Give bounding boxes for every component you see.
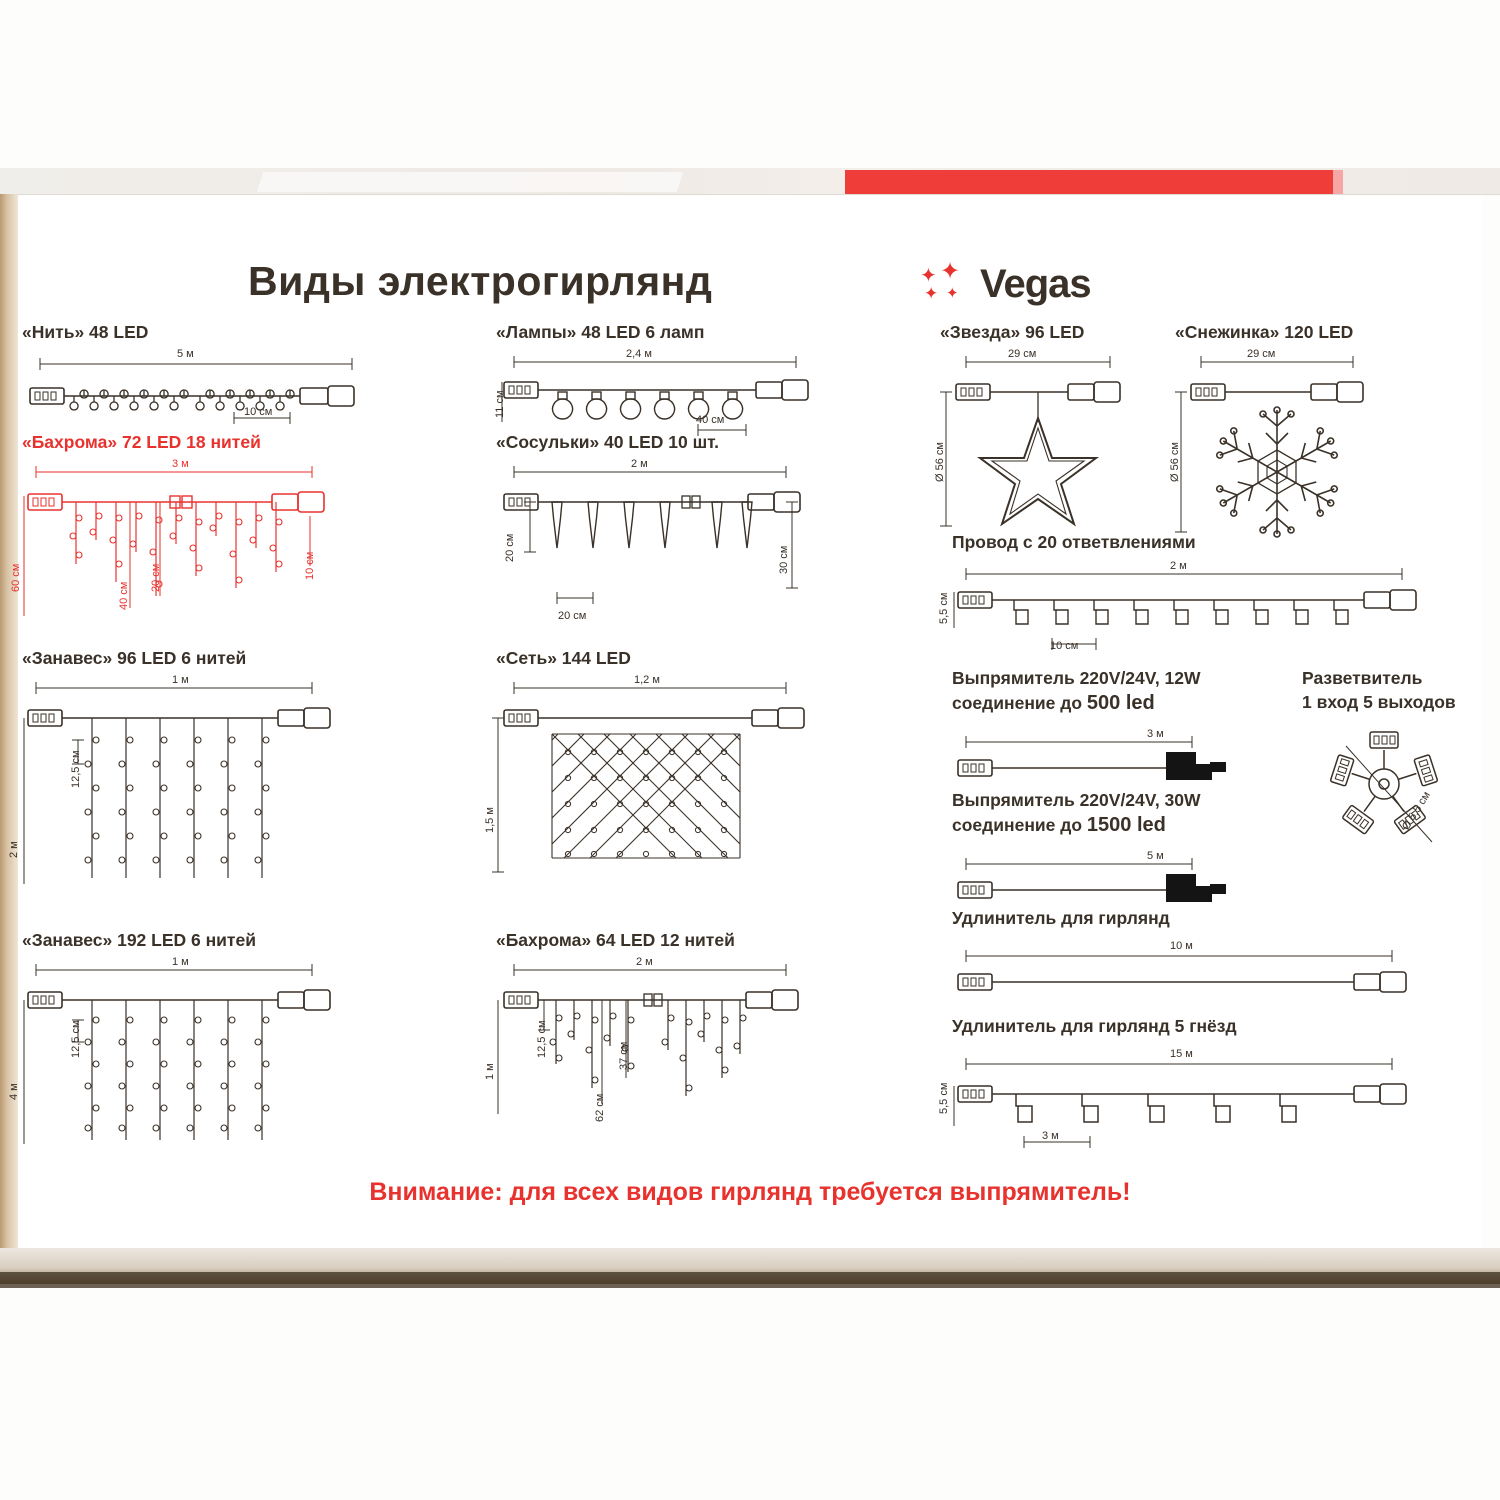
dim-height: 20 см [504, 533, 516, 562]
dim-step: 40 см [696, 414, 725, 426]
item-caption: Удлинитель для гирлянд 5 гнёзд [952, 1016, 1237, 1036]
dim-diameter: Ø 56 см [1169, 442, 1181, 482]
dim-height2: 30 см [778, 545, 790, 574]
dim-height: 1 м [484, 1063, 496, 1080]
dim-height: 2 м [8, 841, 20, 858]
item-caption-line1: Выпрямитель 220V/24V, 30W [952, 790, 1201, 810]
dim-height: 60 см [10, 563, 22, 592]
dim-length: 1 м [172, 674, 189, 686]
dim-length: 3 м [172, 458, 189, 470]
dim-length: 2 м [636, 956, 653, 968]
dim-diameter: Ø 56 см [934, 442, 946, 482]
item-caption: «Лампы» 48 LED 6 ламп [496, 322, 705, 342]
item-provod-20 [938, 532, 1196, 652]
page-title: Виды электрогирлянд [248, 258, 713, 304]
dim-d1: 40 см [118, 581, 130, 610]
brand-logo [920, 257, 1091, 307]
dim-length: 2,4 м [626, 348, 652, 360]
dim-length: 2 м [1170, 560, 1187, 572]
item-caption-line1: Разветвитель [1302, 668, 1423, 688]
dim-step: 3 м [1042, 1130, 1059, 1142]
item-snezhinka-120 [1169, 322, 1354, 482]
dim-d1: 12,5 см [536, 1020, 548, 1058]
item-caption: Провод с 20 ответвлениями [952, 532, 1196, 552]
caption-strong: 1500 led [1086, 814, 1166, 836]
dim-length: 29 см [1247, 348, 1276, 360]
item-caption-line2 [952, 814, 1166, 837]
dim-step: 20 см [558, 610, 587, 622]
item-caption: «Сосульки» 40 LED 10 шт. [496, 432, 720, 452]
item-zvezda-96 [934, 322, 1085, 482]
item-sosulki-40 [496, 432, 790, 622]
dim-length: 15 м [1170, 1048, 1193, 1060]
box-bottom-shadow [0, 1272, 1500, 1288]
item-caption-line2: 1 вход 5 выходов [1302, 692, 1456, 712]
dim-step: 10 см [244, 406, 273, 418]
item-caption: «Занавес» 192 LED 6 нитей [22, 930, 256, 950]
dim-step: 10 см [1050, 640, 1079, 652]
caption-prefix: соединение до [952, 693, 1087, 713]
dim-length: 1,2 м [634, 674, 660, 686]
item-zanaves-192 [8, 930, 256, 1100]
item-caption: «Бахрома» 72 LED 18 нитей [22, 432, 261, 452]
dim-height: 11 см [494, 390, 506, 418]
dim-length: 2 м [631, 458, 648, 470]
item-nit-48 [22, 322, 273, 418]
dim-diameter: Ø 5,5 см [1400, 789, 1433, 833]
dim-step: 12,5 см [70, 750, 82, 788]
item-caption: «Занавес» 96 LED 6 нитей [22, 648, 247, 668]
caption-prefix: соединение до [952, 815, 1087, 835]
dim-height: 4 м [8, 1083, 20, 1100]
dim-length: 5 м [1147, 850, 1164, 862]
box-red-stripe [845, 170, 1335, 194]
dim-step: 12,5 см [70, 1020, 82, 1058]
item-lampy-48 [494, 322, 725, 426]
item-zanaves-96 [8, 648, 247, 858]
dim-d3: 62 см [594, 1093, 606, 1122]
dim-height: 5,5 см [938, 592, 950, 624]
warning-text: Внимание: для всех видов гирлянд требуется выпрямитель! [369, 1178, 1131, 1206]
dim-length: 10 м [1170, 940, 1193, 952]
item-bahroma-64 [484, 930, 735, 1122]
item-caption-line1: Выпрямитель 220V/24V, 12W [952, 668, 1201, 688]
dim-height: 5,5 см [938, 1082, 950, 1114]
dim-length: 29 см [1008, 348, 1037, 360]
dim-d2: 20 см [150, 563, 162, 592]
dim-length: 1 м [172, 956, 189, 968]
dim-length: 3 м [1147, 728, 1164, 740]
item-caption: «Звезда» 96 LED [940, 322, 1085, 342]
item-caption: «Сеть» 144 LED [496, 648, 631, 668]
dim-height: 1,5 м [484, 807, 496, 833]
dim-length: 5 м [177, 348, 194, 360]
dim-d2: 37 см [618, 1041, 630, 1070]
item-caption: «Снежинка» 120 LED [1175, 322, 1354, 342]
item-caption: Удлинитель для гирлянд [952, 908, 1170, 928]
item-caption: «Бахрома» 64 LED 12 нитей [496, 930, 735, 950]
brand-name: Vegas [980, 262, 1091, 306]
dim-d3: 10 см [304, 551, 316, 580]
caption-strong: 500 led [1086, 692, 1155, 714]
item-set-144 [484, 648, 660, 833]
item-caption-line2 [952, 692, 1155, 715]
item-caption: «Нить» 48 LED [22, 322, 149, 342]
item-bahroma-72 [10, 432, 316, 610]
box-glare [257, 172, 683, 192]
stars-icon: ✦ ✦ ✦ ✦ [920, 257, 961, 303]
